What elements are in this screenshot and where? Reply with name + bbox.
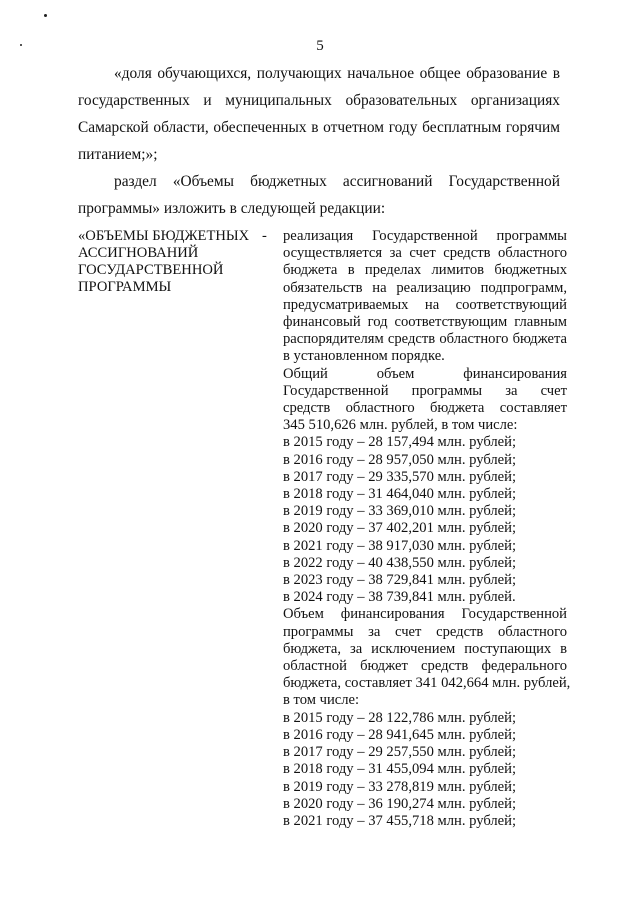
text-line: раздел «Объемы бюджетных ассигнований Государственной: [114, 173, 560, 190]
regional-year-line: в 2020 году – 36 190,274 млн. рублей;: [283, 795, 517, 812]
total-year-line: в 2018 году – 31 464,040 млн. рублей;: [283, 486, 517, 503]
regional-year-line: в 2019 году – 33 278,819 млн. рублей;: [283, 778, 517, 795]
section-heading: [78, 228, 278, 296]
total-year-line: в 2016 году – 28 957,050 млн. рублей;: [283, 451, 517, 468]
text-line: 345 510,626 млн. рублей, в том числе:: [283, 417, 518, 434]
text-line: Объем финансирования Государственной: [283, 606, 567, 623]
heading-line: АССИГНОВАНИЙ: [78, 245, 199, 261]
regional-year-line: в 2016 году – 28 941,645 млн. рублей;: [283, 726, 517, 743]
text-line: средств областного бюджета составляет: [283, 400, 567, 417]
text-line: финансовый год соответствующим главным: [283, 314, 567, 331]
regional-year-line: в 2021 году – 37 455,718 млн. рублей;: [283, 812, 517, 829]
regional-year-line: в 2015 году – 28 122,786 млн. рублей;: [283, 709, 517, 726]
total-year-line: в 2024 году – 38 739,841 млн. рублей.: [283, 589, 516, 606]
regional-year-line: в 2017 году – 29 257,550 млн. рублей;: [283, 744, 517, 761]
total-year-line: в 2020 году – 37 402,201 млн. рублей;: [283, 520, 517, 537]
text-line: Самарской области, обеспеченных в отчетном году бесплатным горячим: [78, 119, 560, 136]
page-number: 5: [316, 38, 324, 54]
regional-year-line: в 2018 году – 31 455,094 млн. рублей;: [283, 761, 517, 778]
section-paragraph: [78, 168, 560, 222]
text-line: «доля обучающихся, получающих начальное общее образование в: [114, 65, 560, 82]
separator-dash: -: [262, 228, 267, 244]
heading-line: «ОБЪЕМЫ БЮДЖЕТНЫХ: [78, 228, 250, 244]
text-line: бюджета в пределах лимитов бюджетных: [283, 262, 567, 279]
text-line: программы за счет средств областного: [283, 623, 567, 640]
text-line: обязательств на реализацию подпрограмм,: [283, 279, 567, 296]
funding-description: [283, 228, 571, 830]
text-line: в установленном порядке.: [283, 348, 445, 365]
total-year-line: в 2015 году – 28 157,494 млн. рублей;: [283, 434, 517, 451]
text-line: в том числе:: [283, 692, 360, 709]
text-line: распорядителям средств областного бюджета: [283, 331, 567, 348]
total-year-line: в 2021 году – 38 917,030 млн. рублей;: [283, 537, 517, 554]
intro-paragraph: [78, 60, 560, 168]
total-year-line: в 2022 году – 40 438,550 млн. рублей;: [283, 554, 517, 571]
text-line: Общий объем финансирования: [283, 365, 567, 382]
text-line: бюджета, за исключением поступающих в: [283, 640, 567, 657]
total-year-line: в 2023 году – 38 729,841 млн. рублей;: [283, 572, 517, 589]
scan-speck: [44, 14, 47, 17]
text-line: программы» изложить в следующей редакции:: [78, 200, 386, 217]
heading-line: ГОСУДАРСТВЕННОЙ: [78, 262, 224, 278]
text-line: осуществляется за счет средств областного: [283, 245, 567, 262]
total-year-line: в 2019 году – 33 369,010 млн. рублей;: [283, 503, 517, 520]
text-line: предусматриваемых на соответствующий: [283, 296, 567, 313]
heading-line: ПРОГРАММЫ: [78, 279, 172, 295]
text-line: государственных и муниципальных образовательных организациях: [78, 92, 560, 109]
text-line: питанием;»;: [78, 146, 158, 163]
text-line: реализация Государственной программы: [283, 228, 567, 244]
text-line: Государственной программы за счет: [283, 382, 567, 399]
total-year-line: в 2017 году – 29 335,570 млн. рублей;: [283, 468, 517, 485]
text-line: бюджета, составляет 341 042,664 млн. рублей,: [283, 675, 571, 692]
text-line: областной бюджет средств федерального: [283, 658, 567, 675]
